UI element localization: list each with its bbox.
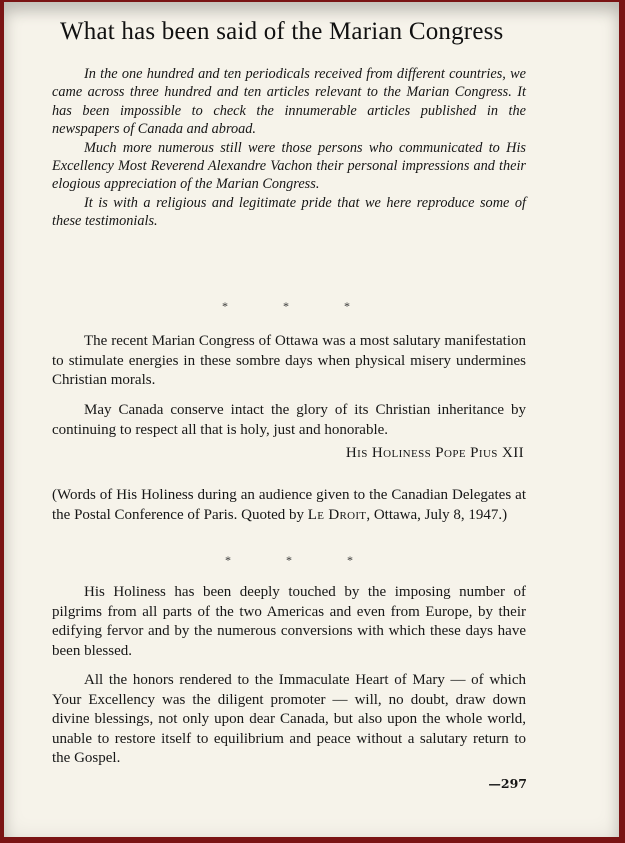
page-title: What has been said of the Marian Congress: [60, 18, 504, 45]
intro-paragraph-periodicals: In the one hundred and ten periodicals received from different countries, we came across three hundred and ten articles relevant to the Marian Congress. It has been impossible to check the innumerable articles published in the newspapers of Canada and abroad.: [52, 66, 526, 138]
intro-paragraph-impressions: Much more numerous still were those persons who communicated to His Excellency Most Reverend Alexandre Vachon their personal impressions and their elogious appreciation of the Marian Congress.: [52, 139, 526, 193]
separator-star: *: [347, 553, 353, 567]
page-number: —297: [488, 776, 527, 791]
section-separator: [222, 299, 350, 314]
second-testimonial-paragraph-1: His Holiness has been deeply touched by the imposing number of pilgrims from all parts of the two Americas and even from Europe, by their edifying fervor and by the numerous conversions with which these days have been blessed.: [52, 584, 526, 659]
pope-testimonial-paragraph-1: The recent Marian Congress of Ottawa was a most salutary manifestation to stimulate energies in these sombre days when physical misery undermines Christian morals.: [52, 333, 526, 389]
section-separator: [225, 553, 353, 568]
scanned-page: [4, 2, 619, 837]
separator-star: *: [283, 299, 289, 313]
separator-star: *: [344, 299, 350, 313]
separator-star: *: [286, 553, 292, 567]
separator-star: *: [222, 299, 228, 313]
pope-signature: His Holiness Pope Pius XII: [345, 445, 524, 461]
source-note-suffix: , Ottawa, July 8, 1947.): [366, 506, 508, 523]
separator-star: *: [225, 553, 231, 567]
second-testimonial-paragraph-2: All the honors rendered to the Immaculate Heart of Mary — of which Your Excellency was the diligent promoter — will, no doubt, draw down divine blessings, not only upon dear Canada, but also upon the whole world, unable to restore itself to equilibrium and peace without a salutary return to the Gospel.: [52, 672, 526, 767]
source-note-prefix: (Words of His Holiness during an audience given to the Canadian Delegates at the Postal Conference of Paris. Quoted by: [52, 487, 526, 523]
intro-section: [52, 65, 526, 231]
newspaper-name: Le Droit: [307, 506, 367, 523]
pope-testimonial-paragraph-2: May Canada conserve intact the glory of its Christian inheritance by continuing to respect all that is holy, just and honorable.: [52, 402, 526, 438]
testimonial-source-note: [52, 486, 526, 525]
intro-paragraph-testimonials: It is with a religious and legitimate pride that we here reproduce some of these testimonials.: [52, 194, 526, 230]
